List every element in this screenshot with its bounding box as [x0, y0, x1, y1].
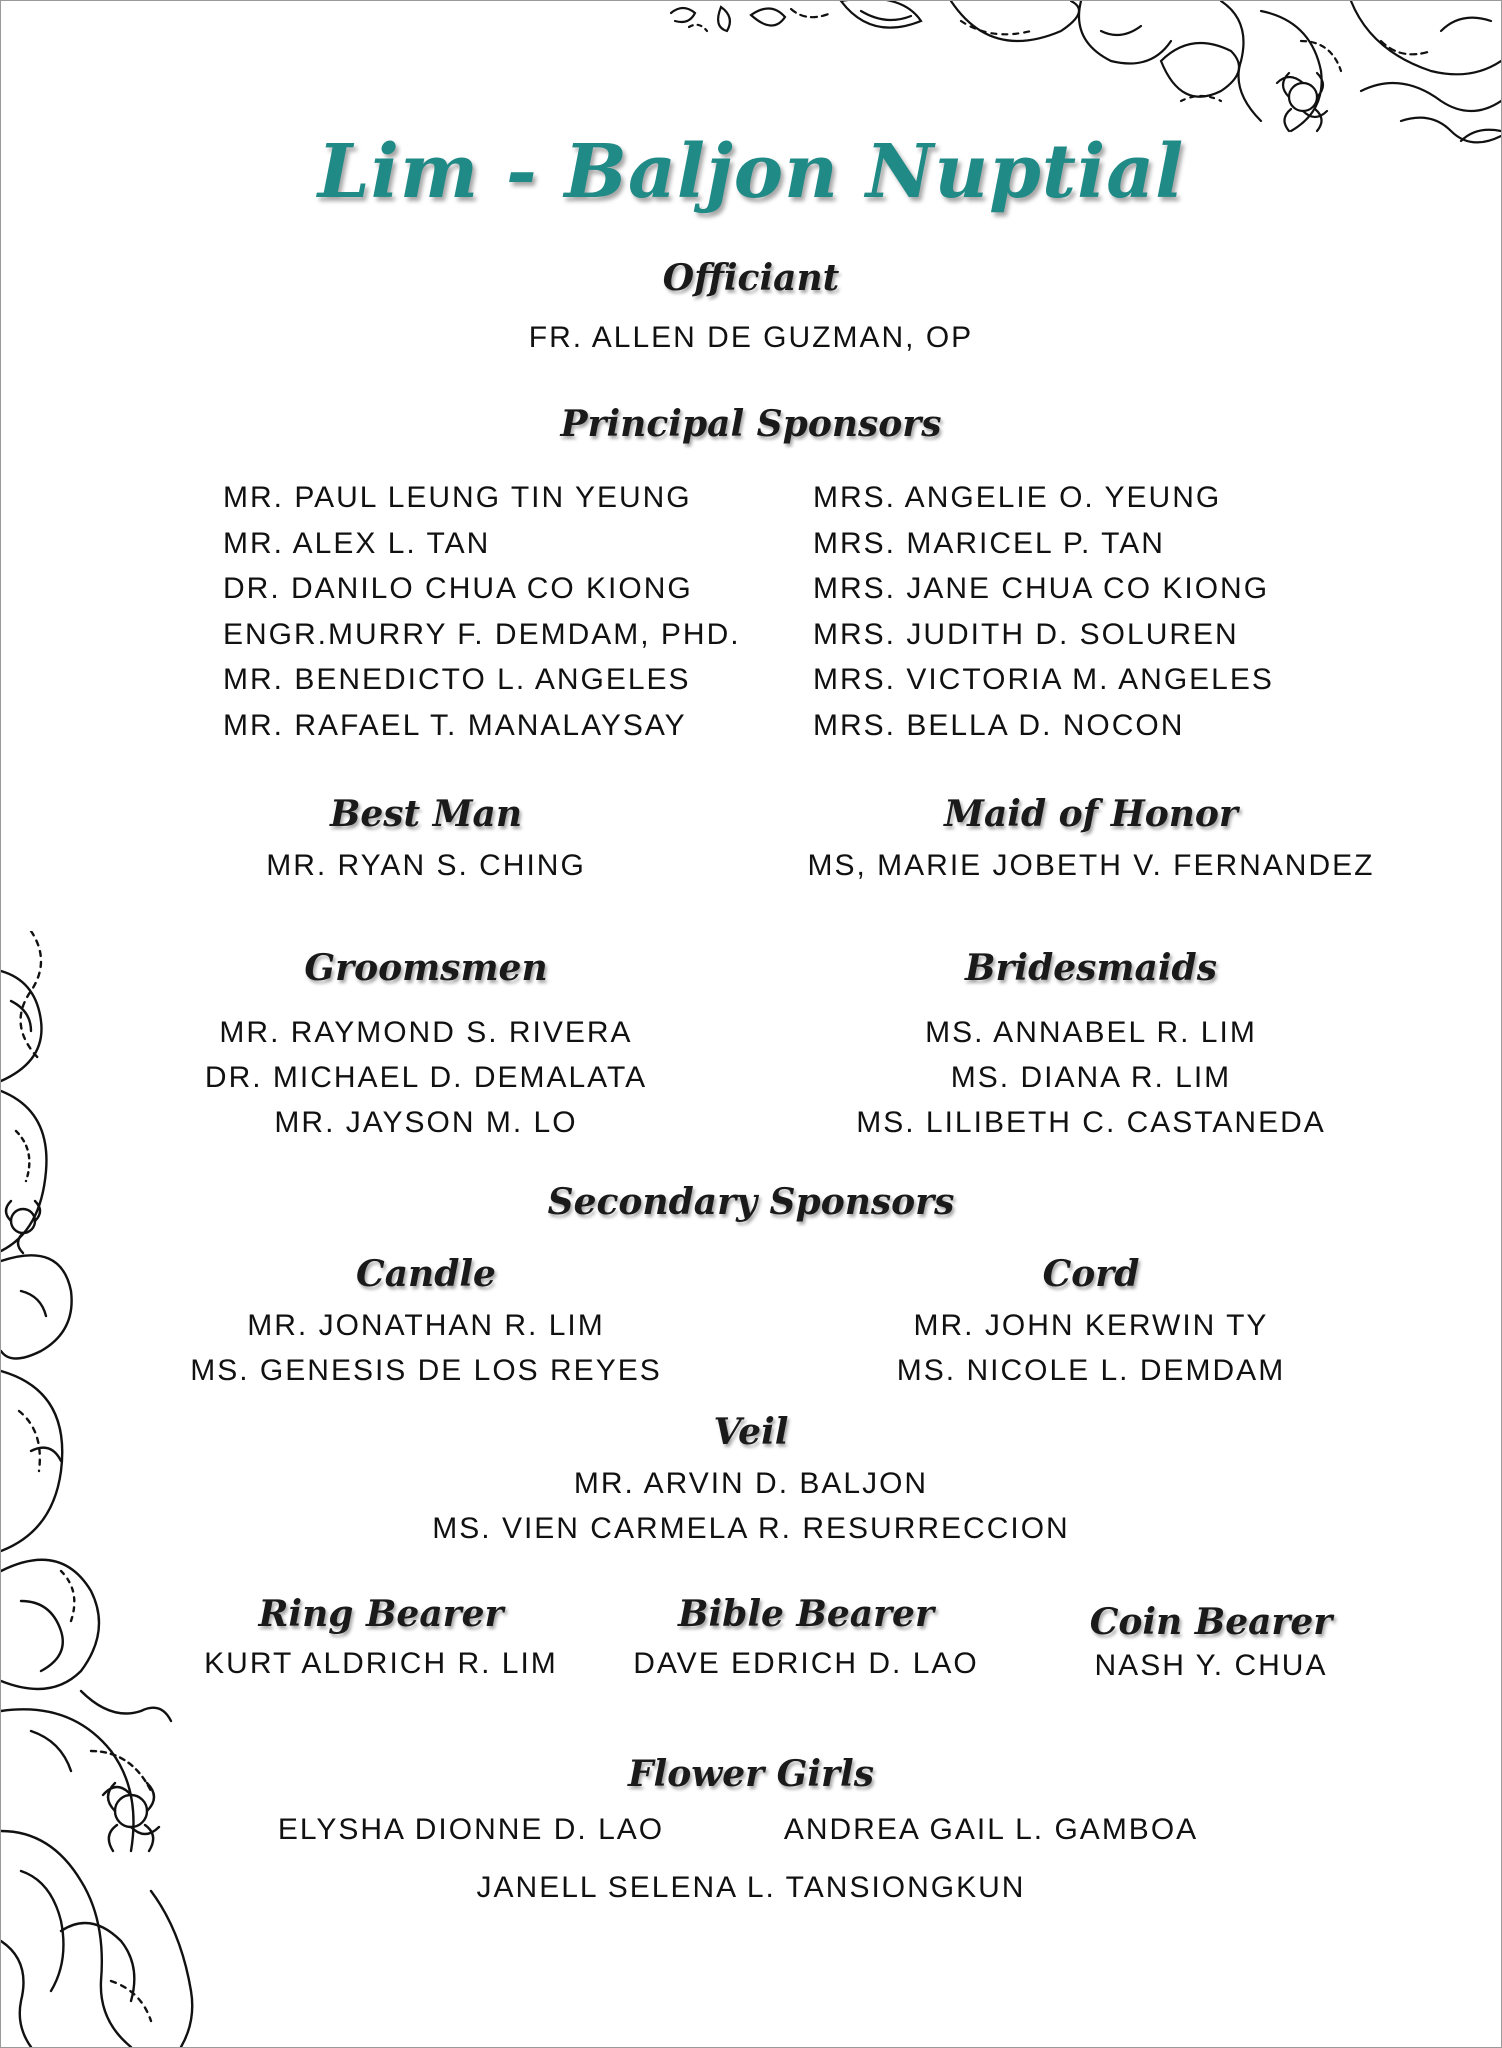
candle-name: MS. GENESIS DE LOS REYES — [190, 1354, 662, 1387]
bible-bearer-heading: Bible Bearer — [678, 1593, 934, 1635]
maid-of-honor-heading: Maid of Honor — [944, 793, 1238, 835]
groomsmen-name: MR. JAYSON M. LO — [274, 1106, 578, 1139]
secondary-sponsors-heading: Secondary Sponsors — [547, 1181, 955, 1223]
groomsmen-name: MR. RAYMOND S. RIVERA — [219, 1016, 633, 1049]
best-man-heading: Best Man — [329, 793, 523, 835]
flower-girls-name: ANDREA GAIL L. GAMBOA — [783, 1813, 1199, 1846]
page-title: Lim - Baljon Nuptial — [317, 129, 1185, 215]
best-man-name: MR. RYAN S. CHING — [266, 849, 586, 882]
cord-name: MR. JOHN KERWIN TY — [913, 1309, 1269, 1342]
bridesmaids-name: MS. LILIBETH C. CASTANEDA — [856, 1106, 1326, 1139]
coin-bearer-name: NASH Y. CHUA — [1094, 1649, 1328, 1682]
list-item: MRS. JANE CHUA CO KIONG — [813, 572, 1270, 605]
list-item: DR. DANILO CHUA CO KIONG — [223, 572, 693, 605]
officiant-name: FR. ALLEN DE GUZMAN, OP — [528, 321, 974, 354]
list-item: ENGR.MURRY F. DEMDAM, PHD. — [223, 617, 741, 651]
veil-name: MR. ARVIN D. BALJON — [573, 1467, 929, 1500]
list-item: MRS. MARICEL P. TAN — [813, 526, 1165, 560]
list-item: MR. ALEX L. TAN — [223, 526, 491, 560]
list-item: MR. RAFAEL T. MANALAYSAY — [223, 708, 687, 742]
list-item: MRS. VICTORIA M. ANGELES — [813, 663, 1274, 696]
candle-heading: Candle — [356, 1253, 496, 1295]
maid-of-honor-name: MS, MARIE JOBETH V. FERNANDEZ — [807, 849, 1375, 882]
flower-girls-heading: Flower Girls — [628, 1753, 874, 1795]
bridesmaids-heading: Bridesmaids — [965, 947, 1217, 989]
principal-sponsors-men-list — [223, 475, 741, 748]
veil-name: MS. VIEN CARMELA R. RESURRECCION — [432, 1512, 1070, 1545]
bible-bearer-name: DAVE EDRICH D. LAO — [633, 1647, 979, 1680]
list-item: MRS. ANGELIE O. YEUNG — [813, 481, 1222, 514]
list-item: MR. PAUL LEUNG TIN YEUNG — [223, 481, 692, 514]
bridesmaids-name: MS. ANNABEL R. LIM — [925, 1016, 1257, 1049]
principal-sponsors-heading: Principal Sponsors — [560, 403, 942, 445]
candle-name: MR. JONATHAN R. LIM — [247, 1309, 605, 1342]
principal-sponsors-women-list — [813, 475, 1274, 748]
cord-heading: Cord — [1042, 1253, 1140, 1295]
ring-bearer-heading: Ring Bearer — [258, 1593, 504, 1635]
cord-name: MS. NICOLE L. DEMDAM — [896, 1354, 1286, 1387]
flower-girls-name: JANELL SELENA L. TANSIONGKUN — [476, 1871, 1026, 1904]
list-item: MRS. JUDITH D. SOLUREN — [813, 617, 1239, 651]
flower-girls-name: ELYSHA DIONNE D. LAO — [277, 1813, 665, 1846]
veil-heading: Veil — [713, 1411, 789, 1453]
coin-bearer-heading: Coin Bearer — [1089, 1601, 1333, 1643]
groomsmen-name: DR. MICHAEL D. DEMALATA — [204, 1061, 648, 1094]
groomsmen-heading: Groomsmen — [304, 947, 548, 989]
officiant-heading: Officiant — [662, 257, 840, 299]
bridesmaids-name: MS. DIANA R. LIM — [950, 1061, 1232, 1094]
list-item: MRS. BELLA D. NOCON — [813, 708, 1185, 742]
ring-bearer-name: KURT ALDRICH R. LIM — [204, 1647, 558, 1680]
list-item: MR. BENEDICTO L. ANGELES — [223, 663, 691, 696]
